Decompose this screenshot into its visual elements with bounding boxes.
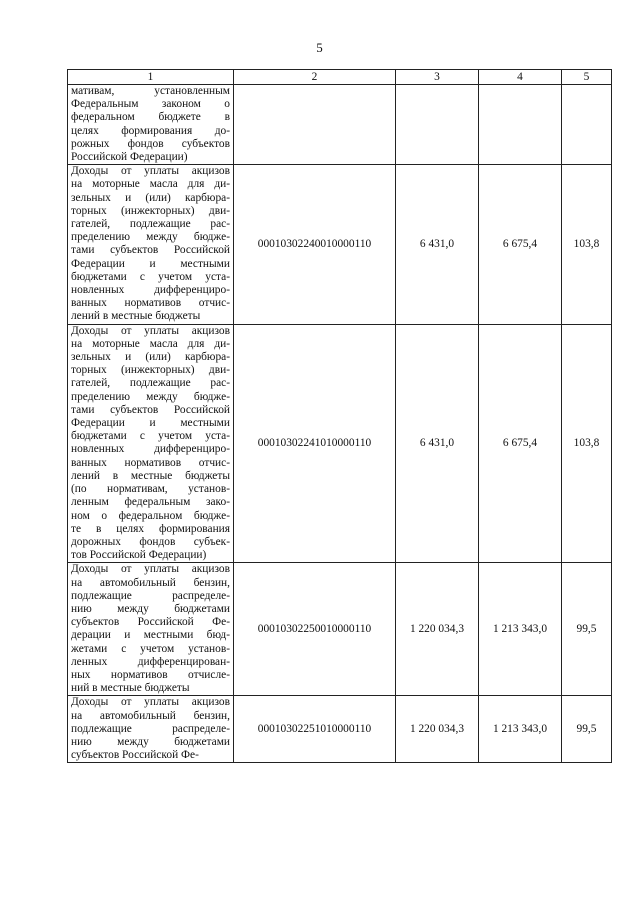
description-line: Доходы от уплаты акцизов: [71, 165, 230, 178]
column-header-5: 5: [562, 70, 612, 85]
column-header-3: 3: [396, 70, 479, 85]
description-line: бюджетами с учетом уста-: [71, 270, 230, 283]
description-line: ном о федеральном бюдже-: [71, 509, 230, 522]
description-line: Федерации и местными: [71, 257, 230, 270]
description-line: гателей, подлежащие рас-: [71, 377, 230, 390]
row-description: [68, 696, 234, 763]
row-value-col4: 6 675,4: [479, 165, 562, 324]
description-line: новленных дифференциро-: [71, 443, 230, 456]
row-value-col4: [479, 85, 562, 165]
description-line: целях формирования до-: [71, 124, 230, 137]
description-line: на автомобильный бензин,: [71, 709, 230, 722]
row-budget-code: 00010302241010000110: [234, 324, 396, 563]
description-line: Федеральным законом о: [71, 98, 230, 111]
column-header-2: 2: [234, 70, 396, 85]
row-percent-col5: 99,5: [562, 563, 612, 696]
description-line: пределению между бюдже-: [71, 390, 230, 403]
row-budget-code: 00010302250010000110: [234, 563, 396, 696]
row-value-col3: 6 431,0: [396, 165, 479, 324]
description-line: зельных и (или) карбюра-: [71, 191, 230, 204]
row-value-col3: [396, 85, 479, 165]
revenue-table: [67, 69, 612, 763]
description-line: Доходы от уплаты акцизов: [71, 563, 230, 576]
description-line: дорожных фондов субъек-: [71, 535, 230, 548]
row-percent-col5: 103,8: [562, 165, 612, 324]
row-value-col3: 1 220 034,3: [396, 563, 479, 696]
header-row: [68, 70, 612, 85]
description-line: субъектов Российской Фе-: [71, 749, 199, 762]
description-line: гателей, подлежащие рас-: [71, 218, 230, 231]
description-line: новленных дифференциро-: [71, 284, 230, 297]
description-line: на моторные масла для ди-: [71, 337, 230, 350]
table-body: [68, 85, 612, 763]
description-line: нию между бюджетами: [71, 602, 230, 615]
row-value-col4: 1 213 343,0: [479, 696, 562, 763]
row-budget-code: 00010302251010000110: [234, 696, 396, 763]
description-line: зельных и (или) карбюра-: [71, 351, 230, 364]
row-value-col3: 6 431,0: [396, 324, 479, 563]
description-line: лений в местные бюджеты: [71, 310, 201, 323]
row-percent-col5: 103,8: [562, 324, 612, 563]
description-line: Федерации и местными: [71, 417, 230, 430]
row-description: [68, 85, 234, 165]
table-row: [68, 563, 612, 696]
row-description: [68, 324, 234, 563]
description-line: ных нормативов отчисле-: [71, 668, 230, 681]
description-line: подлежащие распределе-: [71, 589, 230, 602]
description-line: Российской Федерации): [71, 151, 188, 164]
row-value-col3: 1 220 034,3: [396, 696, 479, 763]
row-description: [68, 563, 234, 696]
column-header-1: 1: [68, 70, 234, 85]
description-line: Доходы от уплаты акцизов: [71, 696, 230, 709]
description-line: пределению между бюдже-: [71, 231, 230, 244]
description-line: торных (инжекторных) дви-: [71, 204, 230, 217]
description-line: на моторные масла для ди-: [71, 178, 230, 191]
description-line: ний в местные бюджеты: [71, 682, 190, 695]
description-line: федеральном бюджете в: [71, 111, 230, 124]
description-line: мативам, установленным: [71, 85, 230, 97]
row-budget-code: [234, 85, 396, 165]
description-line: субъектов Российской Фе-: [71, 616, 230, 629]
description-line: торных (инжекторных) дви-: [71, 364, 230, 377]
table-row: [68, 324, 612, 563]
description-line: ванных нормативов отчис-: [71, 456, 230, 469]
description-line: тами субъектов Российской: [71, 244, 230, 257]
description-line: на автомобильный бензин,: [71, 576, 230, 589]
row-budget-code: 00010302240010000110: [234, 165, 396, 324]
description-line: рожных фондов субъектов: [71, 137, 230, 150]
description-line: ванных нормативов отчис-: [71, 297, 230, 310]
page-number: 5: [316, 40, 323, 55]
description-line: (по нормативам, установ-: [71, 483, 230, 496]
description-line: те в целях формирования: [71, 522, 230, 535]
description-line: подлежащие распределе-: [71, 722, 230, 735]
column-header-4: 4: [479, 70, 562, 85]
row-value-col4: 6 675,4: [479, 324, 562, 563]
table-row: [68, 696, 612, 763]
row-percent-col5: [562, 85, 612, 165]
description-line: лений в местные бюджеты: [71, 469, 230, 482]
description-line: ленных дифференцирован-: [71, 655, 230, 668]
description-line: бюджетами с учетом уста-: [71, 430, 230, 443]
row-description: [68, 165, 234, 324]
description-line: тами субъектов Российской: [71, 403, 230, 416]
table-row: [68, 165, 612, 324]
description-line: дерации и местными бюд-: [71, 629, 230, 642]
description-line: тов Российской Федерации): [71, 549, 207, 562]
description-line: нию между бюджетами: [71, 735, 230, 748]
description-line: Доходы от уплаты акцизов: [71, 324, 230, 337]
table-row: [68, 85, 612, 165]
row-percent-col5: 99,5: [562, 696, 612, 763]
description-line: жетами с учетом установ-: [71, 642, 230, 655]
row-value-col4: 1 213 343,0: [479, 563, 562, 696]
description-line: ленным федеральным зако-: [71, 496, 230, 509]
